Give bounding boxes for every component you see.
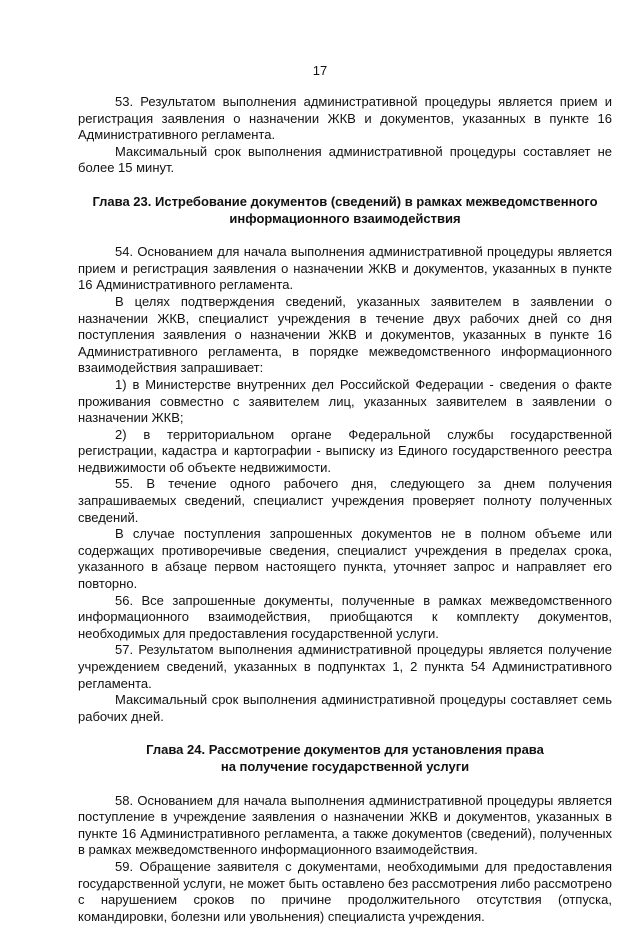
paragraph-55-incomplete: В случае поступления запрошенных документов не в полном объеме или содержащих противоречивые сведения, специалист учреждения в пределах срока, указанного в абзаце первом настоящего пункта, уточняет запрос и направляет его повторно. — [78, 526, 612, 592]
paragraph-54: 54. Основанием для начала выполнения административной процедуры является прием и регистрация заявления о назначении ЖКВ и документов, указанных в пункте 16 Административного регламента. — [78, 244, 612, 293]
chapter-23-heading-text: Глава 23. Истребование документов (сведений) в рамках межведомственного информационного взаимодействия — [92, 193, 598, 226]
chapter-23-heading — [78, 194, 612, 227]
paragraph-55: 55. В течение одного рабочего дня, следующего за днем получения запрашиваемых сведений, специалист учреждения проверяет полноту полученных сведений. — [78, 476, 612, 525]
paragraph-54-item-1: 1) в Министерстве внутренних дел Российской Федерации - сведения о факте проживания совместно с заявителем лиц, указанных заявителем в заявлении о назначении ЖКВ; — [78, 376, 612, 426]
paragraph-53-deadline: Максимальный срок выполнения административной процедуры составляет не более 15 минут. — [78, 143, 612, 176]
paragraph-53: 53. Результатом выполнения административной процедуры является прием и регистрация заявления о назначении ЖКВ и документов, указанных в пункте 16 Административного регламента. — [78, 94, 612, 143]
paragraph-56: 56. Все запрошенные документы, полученные в рамках межведомственного информационного взаимодействия, приобщаются к комплекту документов, необходимых для предоставления государственной услуги. — [78, 592, 612, 641]
page-number: 17 — [312, 63, 328, 78]
paragraph-54-item-2: 2) в территориальном органе Федеральной службы государственной регистрации, кадастра и картографии - выписку из Единого государственного реестра недвижимости об объекте недвижимости. — [78, 426, 612, 475]
paragraph-57-deadline: Максимальный срок выполнения административной процедуры составляет семь рабочих дней. — [78, 692, 612, 724]
chapter-24-heading — [78, 742, 612, 775]
chapter-24-heading-text: Глава 24. Рассмотрение документов для установления права на получение государственной услуги — [146, 742, 544, 774]
paragraph-57: 57. Результатом выполнения административной процедуры является получение учреждением сведений, указанных в подпунктах 1, 2 пункта 54 Административного регламента. — [78, 642, 612, 691]
paragraph-58: 58. Основанием для начала выполнения административной процедуры является поступление в учреждение заявления о назначении ЖКВ и документов, указанных в пункте 16 Административного регламента, а также документов (сведений), полученных в рамках межведомственного информационного взаимодействия. — [78, 792, 612, 858]
paragraph-54-purpose: В целях подтверждения сведений, указанных заявителем в заявлении о назначении ЖКВ, специалист учреждения в течение двух рабочих дней со дня поступления заявления о назначении ЖКВ и документов, указанных в пункте 16 Административного регламента, в порядке межведомственного информационного взаимодействия запрашивает: — [78, 293, 612, 376]
page-content — [78, 94, 612, 925]
paragraph-59: 59. Обращение заявителя с документами, необходимыми для предоставления государственной услуги, не может быть оставлено без рассмотрения либо рассмотрено с нарушением сроков по причине продолжительного отсутствия (отпуска, командировки, болезни или увольнения) специалиста учреждения. — [78, 858, 612, 924]
